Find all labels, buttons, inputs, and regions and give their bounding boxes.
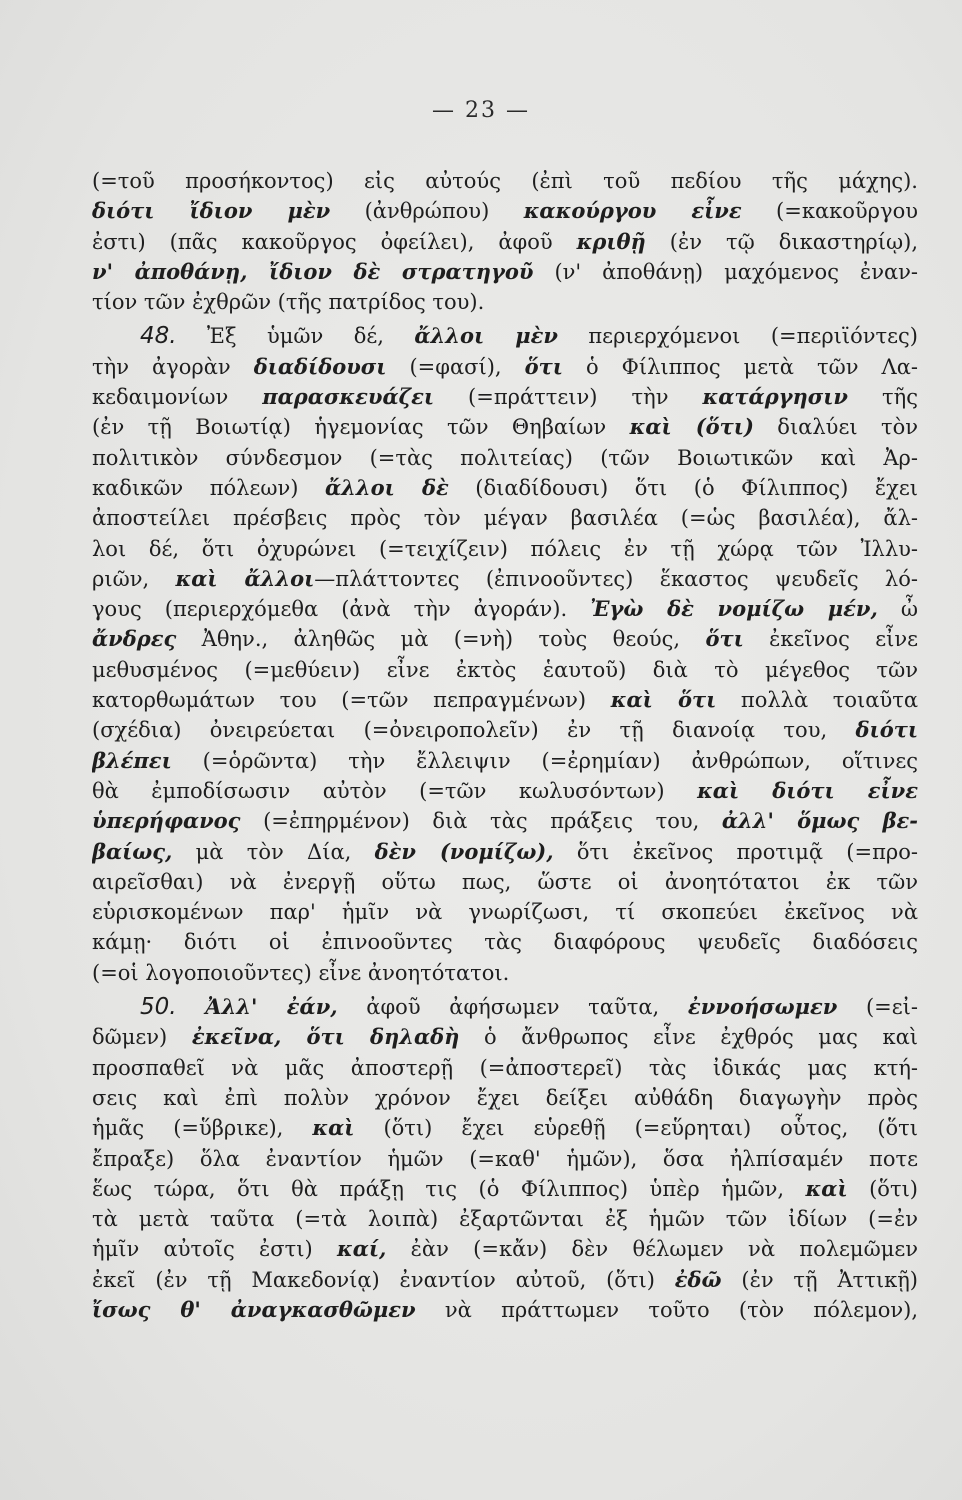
emphasized-text: ἐκεῖνα, ὅτι δηλαδὴ <box>191 1024 460 1050</box>
text-line <box>92 897 918 927</box>
text-segment: (διαδίδουσι) ὅτι (ὁ Φίλιππος) ἔχει <box>448 475 918 500</box>
text-segment: (ἐν τῇ Βοιωτίᾳ) ἡγεμονίας τῶν Θηβαίων <box>92 415 630 440</box>
text-segment: πολλὰ τοιαῦτα <box>716 688 918 713</box>
section-number: 48. <box>140 323 177 350</box>
text-line <box>92 1022 918 1052</box>
text-segment: ἐκεῖ (ἐν τῇ Μακεδονίᾳ) ἐναντίον αὐτοῦ, (ὅτι) <box>92 1267 675 1292</box>
text-segment: (ὅτι) <box>847 1176 918 1201</box>
text-line <box>92 958 918 988</box>
text-segment: κεδαιμονίων <box>92 385 263 410</box>
text-line <box>92 1265 918 1295</box>
text-line <box>92 776 918 806</box>
section-number: 50. <box>140 994 177 1021</box>
text-segment: (ἀνθρώπου) <box>330 199 524 224</box>
text-segment: (ν' ἀποθάνῃ) μαχόμενος ἐναν- <box>533 259 918 284</box>
text-line <box>92 382 918 412</box>
text-line <box>92 412 918 442</box>
text-segment: ὁ Φίλιππος μετὰ τῶν Λα- <box>562 354 918 379</box>
emphasized-text: ἀλλ' ὅμως βε- <box>721 808 918 834</box>
text-line <box>92 746 918 776</box>
text-segment: ἔπραξε) ὅλα ἐναντίον ἡμῶν (=καθ' ἡμῶν), ὅσα ἠλπίσαμέν ποτε <box>92 1146 918 1171</box>
emphasized-text: ἴσως θ' ἀναγκασθῶμεν <box>92 1296 416 1322</box>
text-segment: διαλύει τὸν <box>753 415 918 440</box>
text-segment: ἐστι) (πᾶς κακοῦργος ὀφείλει), ἀφοῦ <box>92 229 577 254</box>
text-line <box>92 806 918 836</box>
text-line <box>92 257 918 287</box>
text-segment: ἐκεῖνος εἶνε <box>743 627 918 652</box>
text-line <box>92 624 918 654</box>
emphasized-text: διότι ἴδιον μὲν <box>92 198 331 224</box>
emphasized-text: καὶ (ὅτι) <box>629 414 754 440</box>
text-segment: ἕως τώρα, ὅτι θὰ πράξῃ τις (ὁ Φίλιππος) ὑπὲρ ἡμῶν, <box>92 1176 806 1201</box>
emphasized-text: ἄνδρες <box>92 626 177 652</box>
body-text <box>92 166 918 1325</box>
emphasized-text: διότι <box>855 717 918 743</box>
text-line <box>92 1053 918 1083</box>
text-segment: —πλάττοντες (ἐπινοοῦντες) ἕκαστος ψευδεῖς λό- <box>314 566 918 591</box>
text-segment: δῶμεν) <box>92 1025 192 1050</box>
emphasized-text: ἄλλοι μὲν <box>414 323 558 349</box>
text-segment: αὐτὸν (=τῶν κωλυσόντων) <box>290 778 698 803</box>
text-line <box>92 321 918 351</box>
text-line <box>92 1234 918 1264</box>
text-segment: κάμῃ· διότι οἱ ἐπινοοῦντες τὰς διαφόρους ψευδεῖς διαδόσεις <box>92 930 918 955</box>
text-line <box>92 443 918 473</box>
text-segment: Ἀθην., ἀληθῶς μὰ (=νὴ) τοὺς θεούς, <box>176 627 706 652</box>
text-segment: (=κακοῦργου <box>741 199 918 224</box>
text-segment: (=πράττειν) τὴν <box>434 385 703 410</box>
text-segment: σεις καὶ ἐπὶ πολὺν χρόνον ἔχει δείξει αὐθάδη διαγωγὴν πρὸς <box>92 1085 918 1110</box>
text-segment: (=φασί), <box>386 354 525 379</box>
text-segment: εὑρισκομένων παρ' ἡμῖν νὰ γνωρίζωσι, τί σκοπεύει ἐκεῖνος νὰ <box>92 900 918 925</box>
text-segment: μὰ τὸν Δία, <box>172 839 375 864</box>
text-line <box>92 1174 918 1204</box>
emphasized-text: ν' ἀποθάνῃ, ἴδιον δὲ στρατηγοῦ <box>92 258 534 284</box>
emphasized-text: ἄλλοι δὲ <box>325 474 449 500</box>
text-segment: καδικῶν πόλεων) <box>92 475 325 500</box>
emphasized-text: καὶ διότι εἶνε <box>697 777 918 803</box>
text-segment: αιρεῖσθαι) νὰ ἐνεργῇ οὕτω πως, ὥστε οἱ ἀνοητότατοι ἐκ τῶν <box>92 869 918 894</box>
text-segment: (ἐν τῷ δικαστηρίῳ), <box>645 229 918 254</box>
text-segment: θὰ ἐμποδίσωσιν <box>92 778 291 803</box>
emphasized-text: κατάργησιν <box>702 384 849 410</box>
text-segment: ὅτι ἐκεῖνος προτιμᾷ (=προ- <box>553 839 918 864</box>
text-segment: ἡμῖν αὐτοῖς ἐστι) <box>92 1237 337 1262</box>
text-line <box>92 534 918 564</box>
text-line <box>92 473 918 503</box>
text-line <box>92 227 918 257</box>
text-line <box>92 1083 918 1113</box>
emphasized-text: καὶ <box>312 1115 355 1141</box>
emphasized-text: Ἐγὼ δὲ νομίζω μέν, <box>590 596 878 622</box>
text-line <box>92 594 918 624</box>
text-segment: τὰ μετὰ ταῦτα (=τὰ λοιπὰ) ἐξαρτῶνται ἐξ ἡμῶν τῶν ἰδίων (=ἐν <box>92 1207 918 1232</box>
text-segment: (=οἱ λογοποιοῦντες) εἶνε ἀνοητότατοι. <box>92 960 510 985</box>
emphasized-text: ἐννοήσωμεν <box>687 994 838 1020</box>
text-line <box>92 352 918 382</box>
text-segment: Ἐξ ὑμῶν δέ, <box>176 324 415 349</box>
emphasized-text: ὑπερήφανος <box>92 808 241 834</box>
emphasized-text: καὶ <box>805 1175 848 1201</box>
text-line <box>92 1295 918 1325</box>
text-segment: (=εἰ- <box>837 995 918 1020</box>
text-segment: ἀποστείλει πρέσβεις πρὸς τὸν μέγαν βασιλέα (=ὡς βασιλέα), ἄλ- <box>92 506 918 531</box>
text-segment <box>177 995 206 1019</box>
text-segment: (=τοῦ προσήκοντος) εἰς αὐτούς (ἐπὶ τοῦ πεδίου τῆς μάχης). <box>92 169 918 193</box>
text-line <box>92 564 918 594</box>
text-segment: νὰ πράττωμεν τοῦτο (τὸν πόλεμον), <box>415 1297 918 1322</box>
emphasized-text: δὲν (νομίζω), <box>374 838 554 864</box>
text-segment: μεθυσμένος (=μεθύειν) εἶνε ἐκτὸς ἑαυτοῦ) διὰ τὸ μέγεθος τῶν <box>92 657 918 682</box>
text-line <box>92 837 918 867</box>
text-segment: τῆς <box>848 385 918 410</box>
emphasized-text: βλέπει <box>92 747 172 773</box>
emphasized-text: ὅτι <box>524 353 563 379</box>
text-line <box>92 287 918 317</box>
text-segment: κατορθωμάτων του (=τῶν πεπραγμένων) <box>92 688 611 713</box>
text-segment: (ὅτι) ἔχει εὑρεθῇ (=εὕρηται) οὗτος, (ὅτι <box>354 1116 918 1141</box>
text-line <box>92 1204 918 1234</box>
emphasized-text: κριθῇ <box>576 228 646 254</box>
emphasized-text: βαίως, <box>92 838 173 864</box>
text-segment: (=ὁρῶντα) τὴν ἔλλειψιν (=ἐρημίαν) ἀνθρώπων, οἵτινες <box>171 748 918 773</box>
text-line <box>92 196 918 226</box>
text-segment: γους (περιερχόμεθα (ἀνὰ τὴν ἀγοράν). <box>92 597 591 622</box>
text-segment: τὴν ἀγορὰν <box>92 354 254 379</box>
text-segment: ριῶν, <box>92 566 176 591</box>
text-segment: πολιτικὸν σύνδεσμον (=τὰς πολιτείας) (τῶν Βοιωτικῶν καὶ Ἀρ- <box>92 445 918 470</box>
text-segment: (=ἐπηρμένον) διὰ τὰς πράξεις του, <box>240 809 722 834</box>
text-line <box>92 166 918 196</box>
text-line <box>92 867 918 897</box>
emphasized-text: ἐδῶ <box>674 1266 722 1292</box>
text-line <box>92 685 918 715</box>
text-line <box>92 927 918 957</box>
emphasized-text: καί, <box>336 1236 387 1262</box>
emphasized-text: Ἀλλ' ἐάν, <box>205 994 338 1020</box>
emphasized-text: κακούργου εἶνε <box>523 198 742 224</box>
text-segment: (ἐν τῇ Ἀττικῇ) <box>721 1267 918 1292</box>
text-segment: ὦ <box>877 597 918 622</box>
text-segment: ὁ ἄνθρωπος εἶνε ἐχθρός μας καὶ <box>459 1025 918 1050</box>
text-segment: ἡμᾶς (=ὕβρικε), <box>92 1116 313 1141</box>
text-line <box>92 1113 918 1143</box>
emphasized-text: καὶ ἄλλοι <box>175 565 315 591</box>
emphasized-text: ὅτι <box>705 626 744 652</box>
text-segment: (σχέδια) ὀνειρεύεται (=ὀνειροπολεῖν) ἐν τῇ διανοίᾳ του, <box>92 718 856 743</box>
text-line <box>92 715 918 745</box>
text-line <box>92 655 918 685</box>
text-line <box>92 992 918 1022</box>
text-line <box>92 1144 918 1174</box>
emphasized-text: καὶ ὅτι <box>610 687 717 713</box>
text-segment: περιερχόμενοι (=περιϊόντες) <box>557 324 918 349</box>
text-line <box>92 503 918 533</box>
emphasized-text: διαδίδουσι <box>253 353 387 379</box>
text-segment: ἀφοῦ ἀφήσωμεν ταῦτα, <box>337 995 688 1020</box>
text-segment: λοι δέ, ὅτι ὀχυρώνει (=τειχίζειν) πόλεις ἐν τῇ χώρᾳ τῶν Ἰλλυ- <box>92 536 918 561</box>
text-segment: τίον τῶν ἐχθρῶν (τῆς πατρίδος του). <box>92 290 485 315</box>
text-segment: προσπαθεῖ νὰ μᾶς ἀποστερῇ (=ἀποστερεῖ) τὰς ἰδικάς μας κτή- <box>92 1055 918 1080</box>
page-number: — 23 — <box>432 98 530 123</box>
text-segment: ἐὰν (=κἄν) δὲν θέλωμεν νὰ πολεμῶμεν <box>386 1237 918 1262</box>
emphasized-text: παρασκευάζει <box>262 384 435 410</box>
